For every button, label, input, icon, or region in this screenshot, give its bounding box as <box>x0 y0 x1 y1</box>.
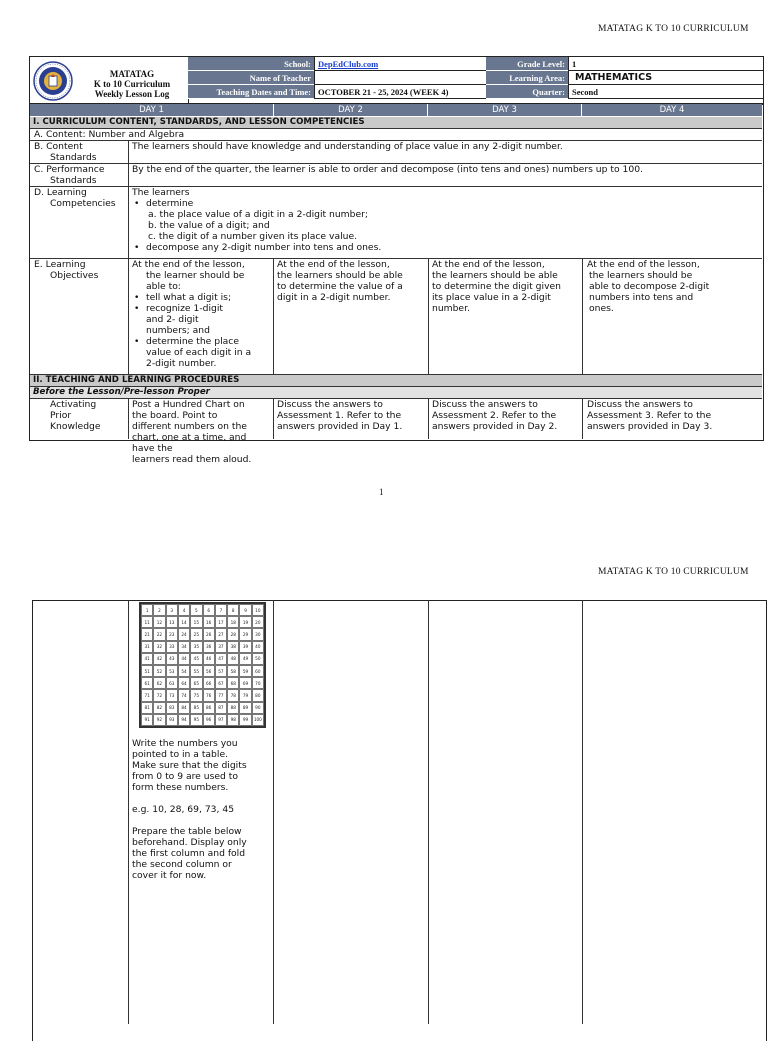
hundred-chart-cell: 74 <box>178 689 190 701</box>
hundred-chart-cell: 57 <box>215 665 227 677</box>
hundred-chart-cell: 82 <box>153 702 165 714</box>
competencies-label <box>34 187 129 209</box>
objectives-day-1 <box>132 259 272 369</box>
hundred-chart-cell: 61 <box>141 677 153 689</box>
hundred-chart-cell: 31 <box>141 641 153 653</box>
logo-title-line-2: K to 10 Curriculum <box>93 79 171 89</box>
hundred-chart-cell: 66 <box>203 677 215 689</box>
hundred-chart-cell: 88 <box>227 702 239 714</box>
act-d4-line-3: answers provided in Day 3. <box>587 421 713 432</box>
competency-bullet-determine <box>132 198 757 242</box>
competencies-label-l1: D. Learning <box>34 187 87 198</box>
hundred-chart-cell: 23 <box>166 628 178 640</box>
activating-label-l3: Knowledge <box>50 421 101 432</box>
obj-d1-intro-3: able to: <box>146 281 181 292</box>
obj-d1-b2-l3: numbers; and <box>146 325 210 336</box>
hundred-chart <box>139 602 266 728</box>
content-row: A. Content: Number and Algebra <box>34 129 185 140</box>
activating-label-l2: Prior <box>50 410 72 421</box>
p2-line-5: form these numbers. <box>132 782 229 793</box>
hundred-chart-cell: 91 <box>141 714 153 726</box>
p2-line-9: the second column or <box>132 859 232 870</box>
obj-d3-line-1: At the end of the lesson, <box>432 259 545 270</box>
obj-d4-line-1: At the end of the lesson, <box>587 259 700 270</box>
hundred-chart-cell: 6 <box>203 604 215 616</box>
section-1-title: I. CURRICULUM CONTENT, STANDARDS, AND LESSON COMPETENCIES <box>30 117 762 128</box>
hundred-chart-cell: 63 <box>166 677 178 689</box>
hundred-chart-cell: 56 <box>203 665 215 677</box>
obj-d1-b3-l2: value of each digit in a <box>146 347 252 358</box>
hundred-chart-cell: 52 <box>153 665 165 677</box>
hundred-chart-cell: 86 <box>203 702 215 714</box>
hundred-chart-cell: 9 <box>239 604 251 616</box>
hundred-chart-cell: 21 <box>141 628 153 640</box>
obj-d3-line-2: the learners should be able <box>432 270 558 281</box>
act-d1-line-3: different numbers on the <box>132 421 247 432</box>
hundred-chart-cell: 8 <box>227 604 239 616</box>
hundred-chart-cell: 85 <box>190 702 202 714</box>
lesson-log-header <box>29 56 764 105</box>
hundred-chart-cell: 18 <box>227 616 239 628</box>
competency-bullet-decompose: • decompose any 2-digit number into tens and ones. <box>132 242 757 253</box>
obj-d1-b2-l2: and 2- digit <box>146 314 199 325</box>
hundred-chart-cell: 94 <box>178 714 190 726</box>
deped-seal-icon <box>33 61 73 101</box>
obj-d4-line-2: the learners should be <box>589 270 693 281</box>
content-standards-label <box>34 141 129 163</box>
activating-label-l1: Activating <box>50 399 97 410</box>
hundred-chart-cell: 4 <box>178 604 190 616</box>
logo-title-line-1: MATATAG <box>109 69 155 79</box>
area-value: MATHEMATICS <box>568 71 763 85</box>
hundred-chart-cell: 34 <box>178 641 190 653</box>
hundred-chart-cell: 46 <box>203 653 215 665</box>
hundred-chart-cell: 44 <box>178 653 190 665</box>
hundred-chart-cell: 87 <box>215 702 227 714</box>
obj-d2-line-1: At the end of the lesson, <box>277 259 390 270</box>
hundred-chart-cell: 90 <box>252 702 264 714</box>
objectives-day-2 <box>277 259 427 303</box>
hundred-chart-cell: 45 <box>190 653 202 665</box>
competency-bullet-1-text: determine <box>146 198 194 209</box>
hundred-chart-cell: 5 <box>190 604 202 616</box>
act-d1-line-2: the board. Point to <box>132 410 218 421</box>
act-d1-line-6: learners read them aloud. <box>132 454 252 465</box>
hundred-chart-cell: 54 <box>178 665 190 677</box>
quarter-value: Second <box>568 85 763 99</box>
hundred-chart-cell: 25 <box>190 628 202 640</box>
hundred-chart-cell: 51 <box>141 665 153 677</box>
p2-line-3: Make sure that the digits <box>132 760 247 771</box>
hundred-chart-cell: 30 <box>252 628 264 640</box>
activating-day-4 <box>587 399 759 432</box>
hundred-chart-cell: 96 <box>203 714 215 726</box>
hundred-chart-cell: 71 <box>141 689 153 701</box>
hundred-chart-cell: 89 <box>239 702 251 714</box>
hundred-chart-cell: 55 <box>190 665 202 677</box>
hundred-chart-cell: 41 <box>141 653 153 665</box>
performance-standards-label <box>34 164 129 186</box>
hundred-chart-cell: 53 <box>166 665 178 677</box>
hundred-chart-cell: 27 <box>215 628 227 640</box>
hundred-chart-cell: 33 <box>166 641 178 653</box>
school-value <box>314 57 486 71</box>
hundred-chart-cell: 78 <box>227 689 239 701</box>
hundred-chart-cell: 19 <box>239 616 251 628</box>
day-3-header: DAY 3 <box>428 104 582 116</box>
activating-label <box>50 399 128 432</box>
hundred-chart-cell: 7 <box>215 604 227 616</box>
hundred-chart-cell: 22 <box>153 628 165 640</box>
competencies-text <box>132 187 757 253</box>
hundred-chart-cell: 36 <box>203 641 215 653</box>
area-label: Learning Area: <box>486 71 568 85</box>
hundred-chart-cell: 93 <box>166 714 178 726</box>
hundred-chart-cell: 29 <box>239 628 251 640</box>
subsection-title: Before the Lesson/Pre-lesson Proper <box>30 387 762 398</box>
hundred-chart-cell: 13 <box>166 616 178 628</box>
dates-label: Teaching Dates and Time: <box>188 85 314 99</box>
objectives-label-l2: Objectives <box>50 270 99 281</box>
hundred-chart-cell: 37 <box>215 641 227 653</box>
p2-line-7: beforehand. Display only <box>132 837 247 848</box>
hundred-chart-cell: 73 <box>166 689 178 701</box>
hundred-chart-cell: 69 <box>239 677 251 689</box>
page-number: 1 <box>379 487 384 497</box>
objectives-label <box>34 259 129 281</box>
obj-d1-b3-l3: 2-digit number. <box>146 358 217 369</box>
content-standards-text: The learners should have knowledge and understanding of place value in any 2-digit number. <box>132 141 563 152</box>
hundred-chart-cell: 43 <box>166 653 178 665</box>
hundred-chart-cell: 99 <box>239 714 251 726</box>
hundred-chart-cell: 39 <box>239 641 251 653</box>
content-standards-label-l1: B. Content <box>34 141 83 152</box>
content-standards-label-l2: Standards <box>50 152 97 163</box>
hundred-chart-cell: 24 <box>178 628 190 640</box>
hundred-chart-cell: 11 <box>141 616 153 628</box>
hundred-chart-cell: 98 <box>227 714 239 726</box>
teacher-value <box>314 71 486 85</box>
grade-value: 1 <box>568 57 763 71</box>
obj-d2-line-4: digit in a 2-digit number. <box>277 292 391 303</box>
logo-title <box>78 69 186 99</box>
act-d3-line-3: answers provided in Day 2. <box>432 421 558 432</box>
obj-d3-line-5: number. <box>432 303 470 314</box>
day-4-header: DAY 4 <box>582 104 762 116</box>
p2-line-8: the first column and fold <box>132 848 246 859</box>
performance-standards-label-l2: Standards <box>50 175 97 186</box>
hundred-chart-cell: 26 <box>203 628 215 640</box>
hundred-chart-cell: 28 <box>227 628 239 640</box>
day-2-header: DAY 2 <box>274 104 428 116</box>
obj-d3-line-4: its place value in a 2-digit <box>432 292 551 303</box>
hundred-chart-cell: 47 <box>215 653 227 665</box>
obj-d4-line-3: able to decompose 2-digit <box>589 281 710 292</box>
act-d2-line-2: Assessment 1. Refer to the <box>277 410 402 421</box>
obj-d1-intro-1: At the end of the lesson, <box>132 259 245 270</box>
hundred-chart-cell: 62 <box>153 677 165 689</box>
act-d4-line-1: Discuss the answers to <box>587 399 693 410</box>
act-d4-line-2: Assessment 3. Refer to the <box>587 410 712 421</box>
hundred-chart-cell: 48 <box>227 653 239 665</box>
hundred-chart-cell: 65 <box>190 677 202 689</box>
competencies-label-l2: Competencies <box>50 198 116 209</box>
hundred-chart-cell: 84 <box>178 702 190 714</box>
obj-d2-line-2: the learners should be able <box>277 270 403 281</box>
act-d3-line-2: Assessment 2. Refer to the <box>432 410 557 421</box>
hundred-chart-cell: 67 <box>215 677 227 689</box>
hundred-chart-cell: 95 <box>190 714 202 726</box>
p2-line-10: cover it for now. <box>132 870 207 881</box>
obj-d1-b3-l1: • determine the place <box>146 336 239 347</box>
performance-standards-text: By the end of the quarter, the learner is able to order and decompose (into tens and ones) numbers up to 100. <box>132 164 643 175</box>
hundred-chart-cell: 97 <box>215 714 227 726</box>
hundred-chart-cell: 79 <box>239 689 251 701</box>
page2-day1-instructions <box>132 738 272 881</box>
obj-d3-line-3: to determine the digit given <box>432 281 561 292</box>
obj-d4-line-5: ones. <box>589 303 614 314</box>
obj-d1-bullet-2 <box>132 303 272 336</box>
act-d1-line-5: have the <box>132 443 173 454</box>
competency-sub-b: b. the value of a digit; and <box>148 220 270 231</box>
section-2-title: II. TEACHING AND LEARNING PROCEDURES <box>30 375 762 386</box>
hundred-chart-cell: 64 <box>178 677 190 689</box>
hundred-chart-cell: 58 <box>227 665 239 677</box>
hundred-chart-cell: 12 <box>153 616 165 628</box>
hundred-chart-cell: 15 <box>190 616 202 628</box>
obj-d4-line-4: numbers into tens and <box>589 292 694 303</box>
obj-d1-bullet-3 <box>132 336 272 369</box>
activating-day-2 <box>277 399 427 432</box>
objectives-day-3 <box>432 259 582 314</box>
act-d2-line-1: Discuss the answers to <box>277 399 383 410</box>
activating-day-1 <box>132 399 272 465</box>
hundred-chart-cell: 16 <box>203 616 215 628</box>
logo-area <box>30 57 189 104</box>
hundred-chart-cell: 3 <box>166 604 178 616</box>
act-d3-line-1: Discuss the answers to <box>432 399 538 410</box>
hundred-chart-cell: 77 <box>215 689 227 701</box>
hundred-chart-cell: 100 <box>252 714 264 726</box>
obj-d2-line-3: to determine the value of a <box>277 281 403 292</box>
hundred-chart-cell: 1 <box>141 604 153 616</box>
logo-title-line-3: Weekly Lesson Log <box>94 89 170 99</box>
hundred-chart-cell: 83 <box>166 702 178 714</box>
obj-d1-b2-l1: • recognize 1-digit <box>146 303 224 314</box>
activating-day-3 <box>432 399 582 432</box>
quarter-label: Quarter: <box>486 85 568 99</box>
act-d1-line-4: chart, one at a time, and <box>132 432 247 443</box>
hundred-chart-cell: 68 <box>227 677 239 689</box>
school-label: School: <box>188 57 314 71</box>
hundred-chart-cell: 32 <box>153 641 165 653</box>
school-link[interactable]: DepEdClub.com <box>318 59 379 69</box>
obj-d1-intro-2: the learner should be <box>146 270 245 281</box>
hundred-chart-cell: 75 <box>190 689 202 701</box>
objectives-label-l1: E. Learning <box>34 259 86 270</box>
hundred-chart-cell: 35 <box>190 641 202 653</box>
hundred-chart-cell: 10 <box>252 604 264 616</box>
hundred-chart-cell: 14 <box>178 616 190 628</box>
hundred-chart-cell: 80 <box>252 689 264 701</box>
p2-line-4: from 0 to 9 are used to <box>132 771 238 782</box>
p2-example: e.g. 10, 28, 69, 73, 45 <box>132 804 235 815</box>
hundred-chart-cell: 42 <box>153 653 165 665</box>
running-header: MATATAG K TO 10 CURRICULUM <box>598 24 749 34</box>
teacher-label: Name of Teacher <box>188 71 314 85</box>
hundred-chart-cell: 38 <box>227 641 239 653</box>
hundred-chart-cell: 59 <box>239 665 251 677</box>
hundred-chart-cell: 20 <box>252 616 264 628</box>
p2-line-1: Write the numbers you <box>132 738 238 749</box>
running-header-page-2: MATATAG K TO 10 CURRICULUM <box>598 567 749 577</box>
dates-value: OCTOBER 21 - 25, 2024 (WEEK 4) <box>314 85 486 99</box>
grade-label: Grade Level: <box>486 57 568 71</box>
hundred-chart-cell: 76 <box>203 689 215 701</box>
objectives-day-4 <box>587 259 759 314</box>
hundred-chart-cell: 81 <box>141 702 153 714</box>
p2-line-2: pointed to in a table. <box>132 749 229 760</box>
hundred-chart-cell: 17 <box>215 616 227 628</box>
hundred-chart-cell: 92 <box>153 714 165 726</box>
day-1-header: DAY 1 <box>30 104 274 116</box>
hundred-chart-cell: 50 <box>252 653 264 665</box>
obj-d1-bullet-1: • tell what a digit is; <box>132 292 272 303</box>
competency-sub-c: c. the digit of a number given its place value. <box>148 231 358 242</box>
act-d2-line-3: answers provided in Day 1. <box>277 421 403 432</box>
hundred-chart-cell: 2 <box>153 604 165 616</box>
hundred-chart-cell: 40 <box>252 641 264 653</box>
hundred-chart-cell: 49 <box>239 653 251 665</box>
act-d1-line-1: Post a Hundred Chart on <box>132 399 245 410</box>
competencies-intro: The learners <box>132 187 190 198</box>
hundred-chart-cell: 70 <box>252 677 264 689</box>
hundred-chart-cell: 72 <box>153 689 165 701</box>
hundred-chart-cell: 60 <box>252 665 264 677</box>
competency-sub-a: a. the place value of a digit in a 2-digit number; <box>148 209 368 220</box>
p2-line-6: Prepare the table below <box>132 826 242 837</box>
performance-standards-label-l1: C. Performance <box>34 164 105 175</box>
